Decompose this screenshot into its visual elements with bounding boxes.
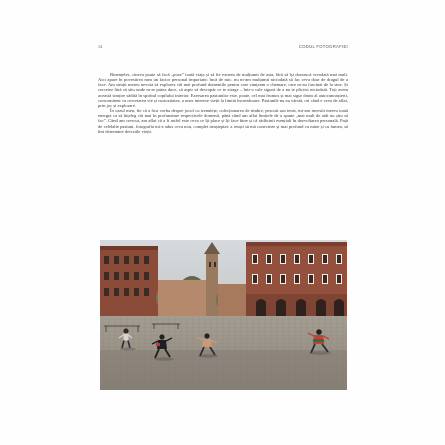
paragraph-1: Binențeles, cineva poate să facă „poze” toată viața și să fie extrem de mulțumit de asta, fără să își dorească vreodată mai mult. Aici apare în povestirea mea un factor personal important: încă de mic, nu m-am mulțumit niciodată să fac ceva doar de dragul de a face. Am simțit mereu nevoia să explorez cât mai profund domeniile pentru care simțeam o chemare, care m-au fascinat de la sine. Și cercetez fără să știu unde m-ar putea duce, să aspir să descopăr ce te atrage – într-o cale sigură de a nu te plictisi niciodată. Toți avem această simțire sădită în spiritul copilului interior. Exersarea pasiunilor este, poate, cel mai frumos și mai sigur drum al autocunoașterii, concomitent cu cercetarea vie și curiozitatea, a unor interese vieții la limită încrezătoare. Pasiunile nu au vârstă, ori când e ceva de aflat, prin joc și explorare. <box>98 72 348 108</box>
page-number: 14 <box>98 44 103 49</box>
distant-tower <box>204 242 220 318</box>
body-text <box>98 72 348 134</box>
right-building <box>246 242 347 320</box>
photograph <box>100 240 347 390</box>
middle-building-2 <box>218 284 248 318</box>
left-building <box>100 246 158 318</box>
page-header <box>98 44 348 54</box>
middle-building <box>158 280 206 318</box>
running-title: CODUL FOTOGRAFIEI <box>298 44 348 49</box>
photo-illustration <box>100 240 347 390</box>
paragraph-2: În cazul meu, fie că a fost vorba despre jocul cu trenulețe, colecționarea de timbre, pescuit sau tenis, mi-am investit mereu toată energia ca să înțeleg cât mai în profunzime respectivele domenii, până când am aflat limitele de a spune „mai mult de atât nu știu să fac”. Când am crescut, am aflat că a fi astfel este ceva ce îți place și îți face bine și că rădăcinii esențiali în dezvoltarea personală. Față de celelalte pasiuni, fotografia mi-a adus ceva nou, complet neașteptat: a reușit să mă conecteze și mai profund cu mine și cu lumea, să îmi determine deciziile vieții. <box>98 108 348 134</box>
